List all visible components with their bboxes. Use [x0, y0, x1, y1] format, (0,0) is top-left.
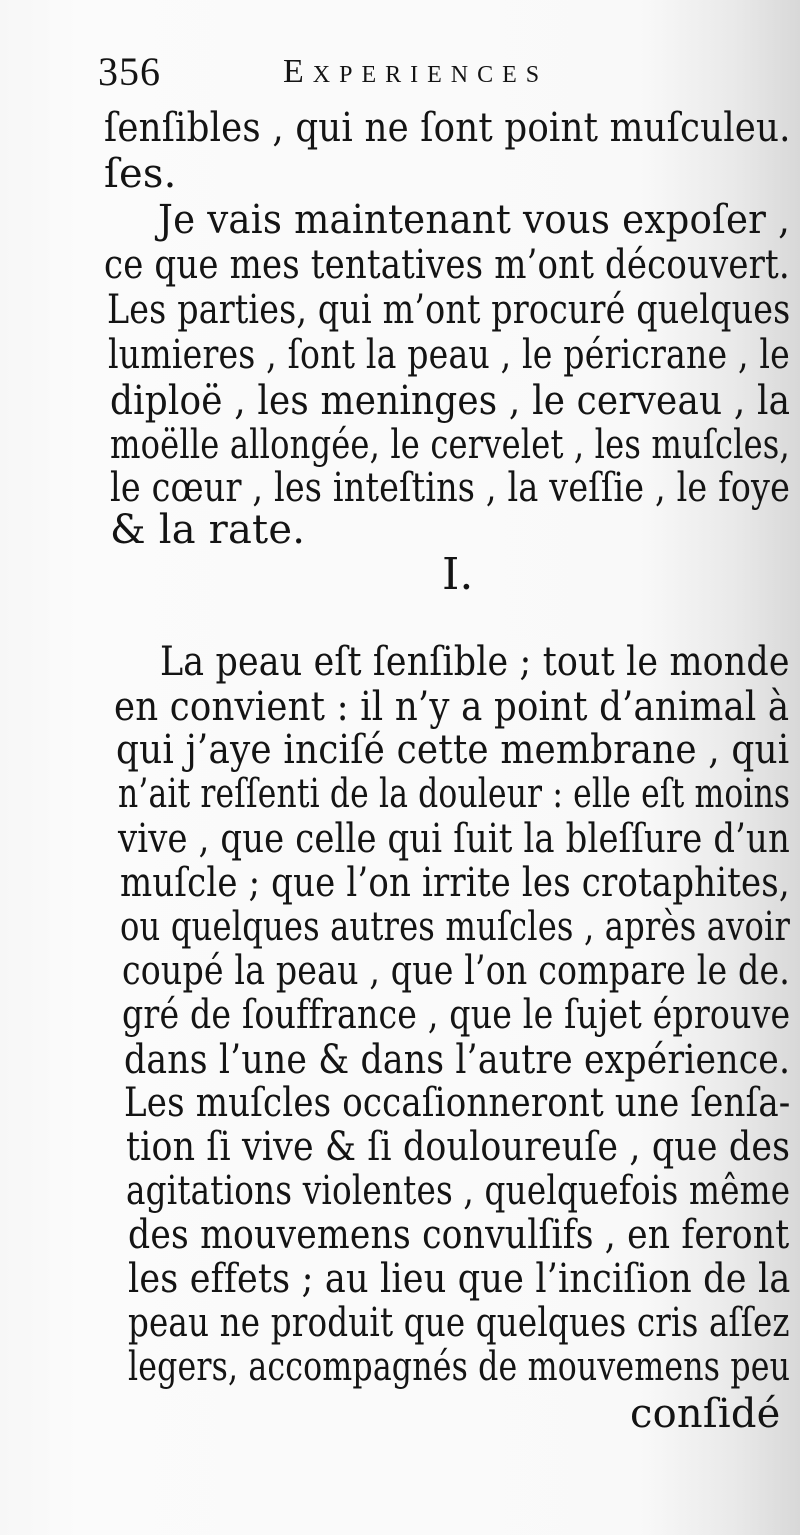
text-line: peau ne produit que quelques cris aſſez — [128, 1300, 790, 1346]
text-line: ſes. — [104, 151, 177, 197]
text-line: moëlle allongée, le cervelet , les muſcles, — [110, 422, 790, 468]
text-line: tion ſi vive & ſi douloureuſe , que des — [126, 1124, 791, 1170]
text-line: Les muſcles occaſionneront une ſenſa- — [124, 1080, 791, 1126]
text-line: agitations violentes , quelquefois même — [126, 1168, 791, 1214]
text-line: muſcle ; que l’on irrite les crotaphites, — [120, 860, 790, 906]
text-line: diploë , les meninges , le cerveau , la — [110, 378, 791, 424]
text-line: & la rate. — [110, 507, 306, 553]
text-line: des mouvemens convulſifs , en feront — [128, 1212, 790, 1258]
text-line: ou quelques autres muſcles , après avoir — [120, 904, 791, 950]
text-line: qui j’aye inciſé cette membrane , qui — [116, 727, 790, 773]
text-line: Les parties, qui m’ont procuré quelques — [107, 287, 791, 333]
catchword: conſidé — [630, 1391, 781, 1437]
text-line: Je vais maintenant vous expoſer , — [158, 197, 791, 243]
text-line: coupé la peau , que l’on compare le de. — [122, 948, 790, 994]
page-number: 356 — [98, 49, 161, 94]
page-header — [98, 44, 778, 100]
section-number: I. — [442, 549, 474, 600]
text-line: ce que mes tentatives m’ont découvert. — [104, 242, 790, 288]
text-line: n’ait reſſenti de la douleur : elle eſt moins — [118, 771, 791, 817]
text-line: vive , que celle qui ſuit la bleſſure d’un — [118, 816, 790, 862]
text-line: La peau eſt ſenſible ; tout le monde — [160, 639, 790, 685]
text-line: ſenſibles , qui ne ſont point muſculeu. — [104, 105, 791, 151]
text-line: dans l’une & dans l’autre expérience. — [124, 1037, 791, 1083]
text-line: les effets ; au lieu que l’inciſion de la — [128, 1256, 791, 1302]
text-line: legers, accompagnés de mouvemens peu — [128, 1344, 791, 1390]
text-line: en convient : il n’y a point d’animal à — [114, 684, 790, 730]
text-line: gré de ſouffrance , que le ſujet éprouve — [122, 992, 791, 1038]
running-title: Experiences — [283, 53, 549, 90]
text-line: lumieres , ſont la peau , le péricrane , le — [108, 332, 790, 378]
text-line: le cœur , les inteſtins , la veſſie , le foye — [110, 465, 791, 511]
